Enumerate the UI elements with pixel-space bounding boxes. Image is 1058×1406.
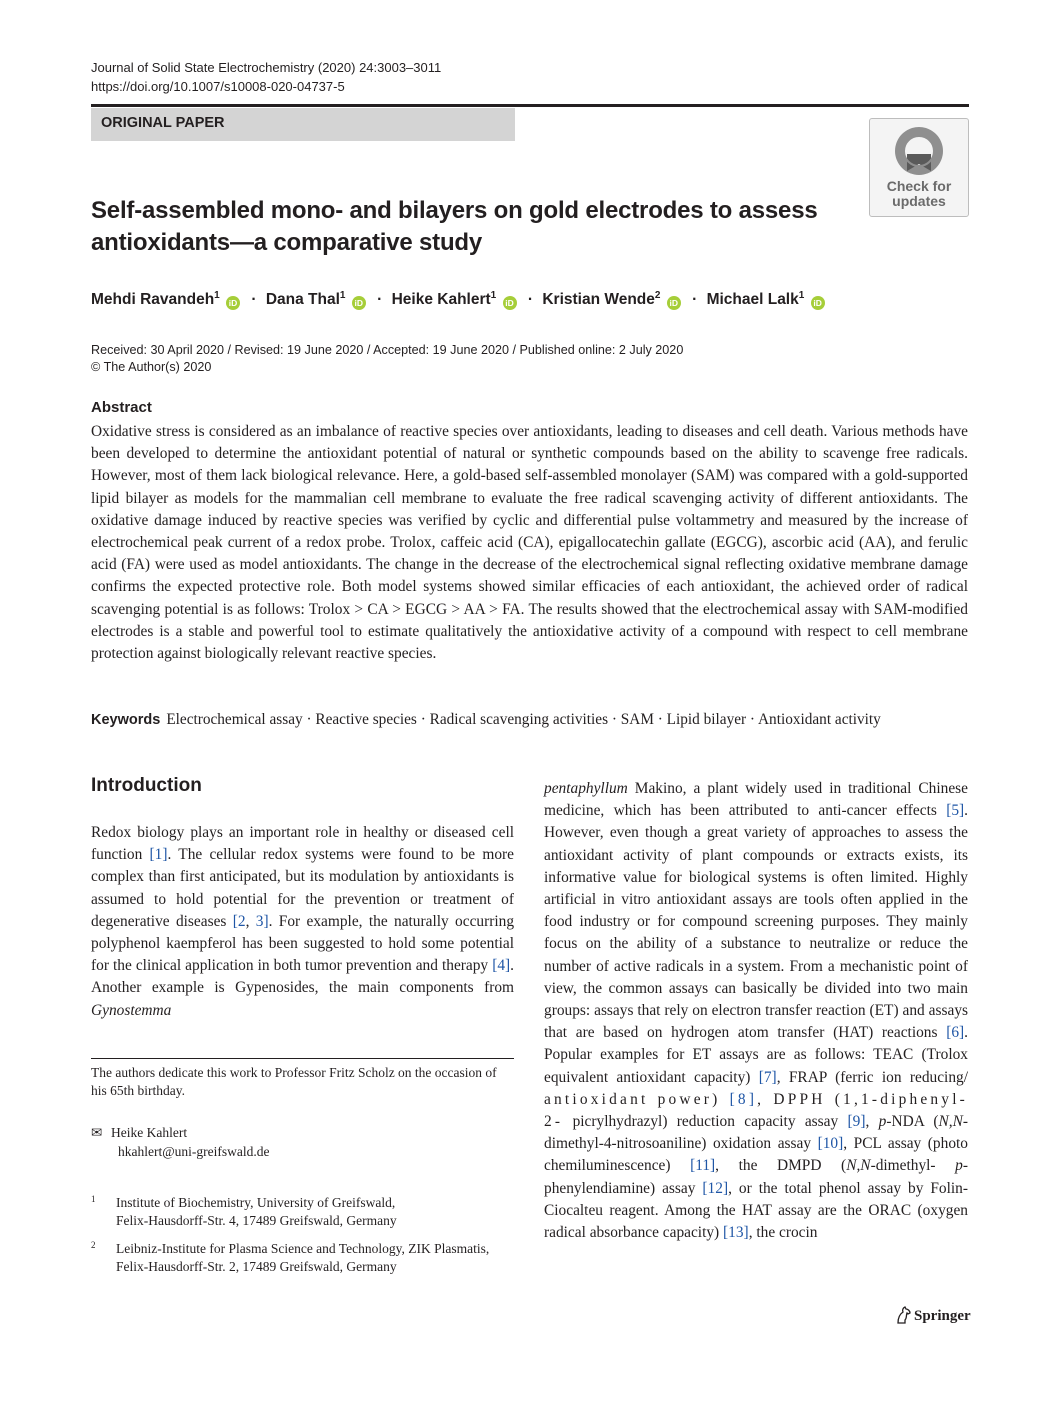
affiliation-line: Leibniz-Institute for Plasma Science and Technology, ZIK Plasmatis, <box>116 1241 490 1256</box>
article-title <box>91 195 851 259</box>
springer-horse-icon <box>895 1306 911 1324</box>
citation-link[interactable]: [10] <box>817 1135 844 1153</box>
affiliation-line: Felix-Hausdorff-Str. 4, 17489 Greifswald, Germany <box>116 1213 397 1228</box>
author-name[interactable]: Kristian Wende <box>542 291 655 309</box>
author-list <box>91 285 827 311</box>
citation-link[interactable]: [2 <box>232 912 246 930</box>
paper-type-banner <box>91 108 515 141</box>
author-affiliation-mark: 1 <box>798 290 805 301</box>
keywords-text: Electrochemical assay · Reactive species · Radical scavenging activities · SAM · Lipid bilayer · Antioxidant activity <box>166 711 881 728</box>
author-affiliation-mark: 2 <box>654 290 661 301</box>
journal-citation: Journal of Solid State Electrochemistry (2020) 24:3003–3011 <box>91 60 442 75</box>
badge-line2: updates <box>892 193 946 209</box>
affiliation <box>91 1236 489 1276</box>
intro-column-left: Redox biology plays an important role in healthy or diseased cell function [1]. The cellular redox systems were found to be more complex than first anticipated, but its modulation by antioxidants is assumed to hold potential for the prevention or treatment of degenerative diseases [2, 3]. For example, the naturally occurring polyphenol kaempferol has been suggested to hold some potential for the clinical application in both tumor prevention and therapy [4]. Another example is Gypenosides, the main components from Gynostemma <box>91 824 515 1019</box>
orcid-icon[interactable]: iD <box>226 296 240 310</box>
check-for-updates-badge[interactable] <box>869 118 969 217</box>
author-name[interactable]: Mehdi Ravandeh <box>91 291 215 309</box>
author-affiliation-mark: 1 <box>339 290 346 301</box>
author-separator: · <box>251 291 257 309</box>
copyright-text: The Author(s) 2020 <box>103 360 212 374</box>
affiliation-line: Institute of Biochemistry, University of Greifswald, <box>116 1195 396 1210</box>
orcid-icon[interactable]: iD <box>811 296 825 310</box>
publisher-logo <box>895 1306 971 1326</box>
history-dates: Received: 30 April 2020 / Revised: 19 June 2020 / Accepted: 19 June 2020 / Published online: 2 July 2020 <box>91 343 684 357</box>
orcid-icon[interactable]: iD <box>667 296 681 310</box>
citation-link[interactable]: [6] <box>946 1024 965 1042</box>
title-line-1: Self-assembled mono- and bilayers on gold electrodes to assess <box>91 197 818 224</box>
citation-link[interactable]: [4] <box>492 957 511 975</box>
author-affiliation-mark: 1 <box>214 290 220 301</box>
envelope-icon: ✉ <box>91 1125 103 1140</box>
citation-link[interactable]: [7] <box>758 1068 777 1086</box>
author-separator: · <box>527 291 534 309</box>
crossmark-icon <box>890 124 948 182</box>
publisher-name: Springer <box>914 1308 971 1324</box>
copyright-symbol: © <box>91 360 101 374</box>
citation-link[interactable]: [8] <box>729 1090 758 1108</box>
author-name[interactable]: Michael Lalk <box>706 291 799 309</box>
paper-type-label: ORIGINAL PAPER <box>101 115 225 131</box>
citation-link[interactable]: [12] <box>702 1179 729 1197</box>
citation-link[interactable]: [1] <box>149 846 168 864</box>
affiliation-number: 1 <box>91 1194 96 1204</box>
abstract-heading: Abstract <box>91 399 152 416</box>
author-affiliation-mark: 1 <box>490 290 497 301</box>
citation-link[interactable]: [13] <box>723 1224 749 1242</box>
section-heading-introduction: Introduction <box>91 775 202 796</box>
doi-link[interactable]: https://doi.org/10.1007/s10008-020-04737-5 <box>91 79 345 94</box>
keywords <box>91 709 971 731</box>
copyright-line <box>91 359 683 376</box>
title-line-2: antioxidants—a comparative study <box>91 229 483 256</box>
corresponding-author <box>91 1123 270 1161</box>
orcid-icon[interactable]: iD <box>352 296 366 310</box>
affiliation-number: 2 <box>91 1240 96 1250</box>
journal-header <box>91 58 441 96</box>
dedication-note: The authors dedicate this work to Professor Fritz Scholz on the occasion of his 65th birthday. <box>91 1065 497 1098</box>
keywords-label: Keywords <box>91 712 161 728</box>
author-separator: · <box>692 291 698 309</box>
author-name[interactable]: Dana Thal <box>265 291 340 309</box>
badge-line1: Check for <box>886 178 952 194</box>
author-separator: · <box>377 291 383 309</box>
citation-link[interactable]: [11] <box>690 1157 716 1175</box>
orcid-icon[interactable]: iD <box>503 296 517 310</box>
citation-link[interactable]: [9] <box>847 1113 866 1131</box>
corresponding-name: Heike Kahlert <box>111 1125 188 1140</box>
citation-link[interactable]: [5] <box>946 802 965 820</box>
intro-column-right: pentaphyllum Makino, a plant widely used in traditional Chinese medicine, which has been attributed to anti-cancer effects [5]. However, even though a great variety of approaches to assess the antioxidant activity of plant compounds or extracts exists, its informative value for biological systems is often limited. Highly artificial in vitro antioxidant assays are tools often applied in the food industry or for compound screening purposes. They mainly focus on the ability of a substance to neutralize or reduce the number of active radicals in a system. From a mechanistic point of view, the common assays can basically be divided into two main groups: assays that rely on electron transfer reaction (ET) and assays that are based on hydrogen atom transfer (HAT) reactions [6]. Popular examples for ET assays are as follows: TEAC (Trolox equivalent antioxidant capacity) [7], FRAP (ferric ion reducing/ antioxidant power) [8], DPPH (1,1-diphenyl-2- picrylhydrazyl) reduction capacity assay [9], p-NDA (N,N-dimethyl-4-nitrosoaniline) oxidation assay [10], PCL assay (photo chemiluminescence) [11], the DMPD (N,N-dimethyl- p-phenylendiamine) assay [12], or the total phenol assay by Folin-Ciocalteu reagent. Among the HAT assay are the ORAC (oxygen radical absorbance capacity) [13], the crocin <box>544 780 968 1242</box>
affiliation-line: Felix-Hausdorff-Str. 2, 17489 Greifswald, Germany <box>116 1259 397 1274</box>
affiliation <box>91 1190 397 1230</box>
corresponding-email[interactable]: hkahlert@uni-greifswald.de <box>118 1144 270 1159</box>
citation-link[interactable]: 3] <box>255 912 269 930</box>
abstract-text: Oxidative stress is considered as an imbalance of reactive species over antioxidants, leading to diseases and cell death. Various methods have been developed to determine the antioxidant potential of natural or synthetic compounds based on the ability to scavenge free radicals. However, most of them lack biological relevance. Here, a gold-based self-assembled monolayer (SAM) was compared with a gold-supported lipid bilayer as models for the mammalian cell membrane to evaluate the free radical scavenging activity of different antioxidants. The oxidative damage induced by reactive species was verified by cyclic and differential pulse voltammetry and measured by the increase of electrochemical peak current of a redox probe. Trolox, caffeic acid (CA), epigallocatechin gallate (EGCG), ascorbic acid (AA), and ferulic acid (FA) were used as model antioxidants. The change in the decrease of the electrochemical signal reflecting oxidative membrane damage confirms the expected protective role. Both model systems showed similar efficacies of each antioxidant, the achieved order of radical scavenging potential is as follows: Trolox > CA > EGCG > AA > FA. The results showed that the electrochemical assay with SAM-modified electrodes is a stable and powerful tool to estimate qualitatively the antioxidative activity of a compound with respect to cell membrane protection against biologically relevant reactive species. <box>91 423 968 663</box>
author-name[interactable]: Heike Kahlert <box>391 291 491 309</box>
header-rule <box>91 104 969 107</box>
article-dates <box>91 342 683 376</box>
footnote-rule <box>91 1058 514 1059</box>
